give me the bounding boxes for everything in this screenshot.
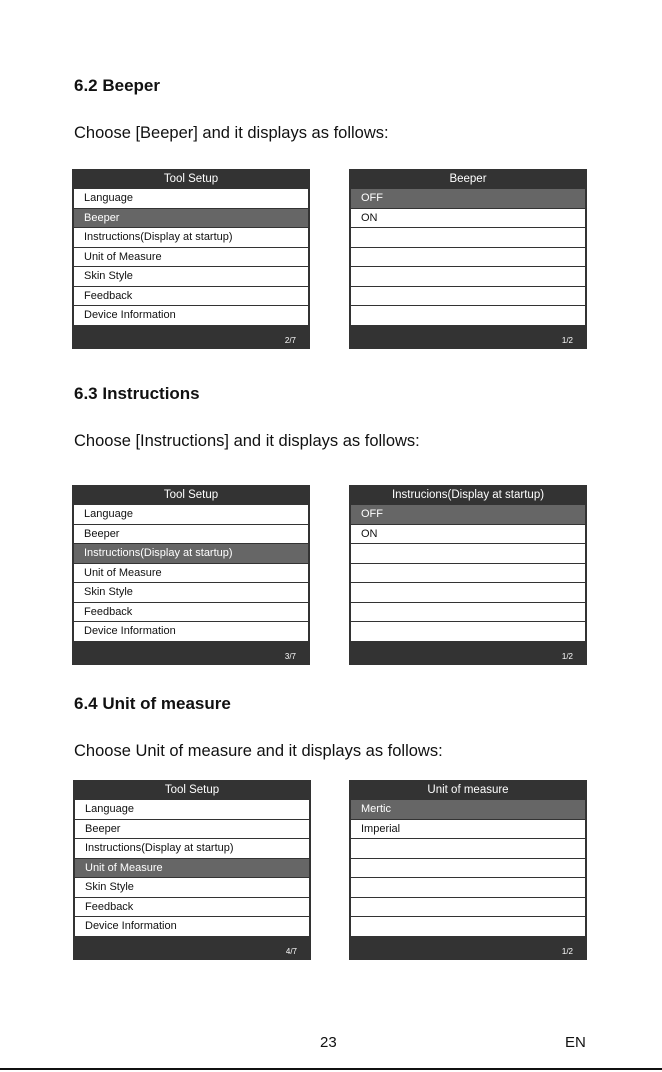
menu-list	[72, 505, 310, 642]
screen-footer	[72, 642, 310, 666]
empty-row	[351, 544, 585, 563]
screen-footer	[73, 937, 311, 961]
tool-setup-screen	[72, 169, 310, 349]
menu-item-skin-style[interactable]: Skin Style	[75, 878, 309, 897]
menu-item-device-information[interactable]: Device Information	[75, 917, 309, 936]
bottom-rule	[0, 1068, 662, 1070]
option-on[interactable]: ON	[351, 209, 585, 228]
menu-item-feedback[interactable]: Feedback	[74, 603, 308, 622]
page-indicator: 1/2	[561, 336, 573, 345]
menu-item-beeper[interactable]: Beeper	[74, 209, 308, 228]
empty-row	[351, 287, 585, 306]
menu-item-language[interactable]: Language	[74, 189, 308, 208]
empty-row	[351, 622, 585, 641]
menu-list	[72, 189, 310, 326]
tool-setup-screen	[72, 485, 310, 665]
unit-of-measure-screen	[349, 780, 587, 960]
empty-row	[351, 564, 585, 583]
empty-row	[351, 603, 585, 622]
screen-title: Tool Setup	[163, 489, 219, 501]
empty-row	[351, 898, 585, 917]
section-heading-beeper: 6.2 Beeper	[74, 76, 160, 95]
page-indicator: 1/2	[561, 652, 573, 661]
screen-title: Tool Setup	[163, 173, 219, 185]
screen-title: Unit of measure	[427, 784, 509, 796]
menu-item-unit-of-measure[interactable]: Unit of Measure	[74, 564, 308, 583]
menu-item-beeper[interactable]: Beeper	[74, 525, 308, 544]
menu-item-device-information[interactable]: Device Information	[74, 622, 308, 641]
page-indicator: 3/7	[284, 652, 296, 661]
option-imperial[interactable]: Imperial	[351, 820, 585, 839]
empty-row	[351, 917, 585, 936]
option-list	[349, 189, 587, 326]
page-indicator: 4/7	[285, 947, 297, 956]
screen-footer	[349, 937, 587, 961]
menu-item-feedback[interactable]: Feedback	[74, 287, 308, 306]
menu-item-instructions[interactable]: Instructions(Display at startup)	[74, 544, 308, 563]
section-intro-beeper: Choose [Beeper] and it displays as follows:	[74, 124, 389, 142]
section-intro-instructions: Choose [Instructions] and it displays as follows:	[74, 432, 420, 450]
screen-title: Tool Setup	[164, 784, 220, 796]
empty-row	[351, 878, 585, 897]
page-number: 23	[320, 1034, 337, 1051]
empty-row	[351, 839, 585, 858]
menu-item-feedback[interactable]: Feedback	[75, 898, 309, 917]
empty-row	[351, 306, 585, 325]
option-off[interactable]: OFF	[351, 505, 585, 524]
option-list	[349, 800, 587, 937]
section-heading-instructions: 6.3 Instructions	[74, 384, 200, 403]
screen-footer	[349, 326, 587, 350]
menu-item-instructions[interactable]: Instructions(Display at startup)	[74, 228, 308, 247]
screen-footer	[349, 642, 587, 666]
menu-item-instructions[interactable]: Instructions(Display at startup)	[75, 839, 309, 858]
menu-item-skin-style[interactable]: Skin Style	[74, 583, 308, 602]
tool-setup-screen	[73, 780, 311, 960]
menu-item-device-information[interactable]: Device Information	[74, 306, 308, 325]
empty-row	[351, 248, 585, 267]
beeper-screen	[349, 169, 587, 349]
page-indicator: 1/2	[561, 947, 573, 956]
option-list	[349, 505, 587, 642]
option-off[interactable]: OFF	[351, 189, 585, 208]
empty-row	[351, 267, 585, 286]
menu-list	[73, 800, 311, 937]
page-indicator: 2/7	[284, 336, 296, 345]
menu-item-language[interactable]: Language	[74, 505, 308, 524]
menu-item-beeper[interactable]: Beeper	[75, 820, 309, 839]
option-metric[interactable]: Mertic	[351, 800, 585, 819]
option-on[interactable]: ON	[351, 525, 585, 544]
empty-row	[351, 583, 585, 602]
screen-title: Beeper	[449, 173, 487, 185]
empty-row	[351, 859, 585, 878]
screen-title: Instrucions(Display at startup)	[391, 489, 545, 501]
section-heading-unit-of-measure: 6.4 Unit of measure	[74, 694, 231, 713]
menu-item-language[interactable]: Language	[75, 800, 309, 819]
instructions-screen	[349, 485, 587, 665]
menu-item-unit-of-measure[interactable]: Unit of Measure	[74, 248, 308, 267]
screen-footer	[72, 326, 310, 350]
empty-row	[351, 228, 585, 247]
menu-item-unit-of-measure[interactable]: Unit of Measure	[75, 859, 309, 878]
section-intro-unit-of-measure: Choose Unit of measure and it displays as follows:	[74, 742, 443, 760]
language-code: EN	[565, 1034, 586, 1051]
menu-item-skin-style[interactable]: Skin Style	[74, 267, 308, 286]
